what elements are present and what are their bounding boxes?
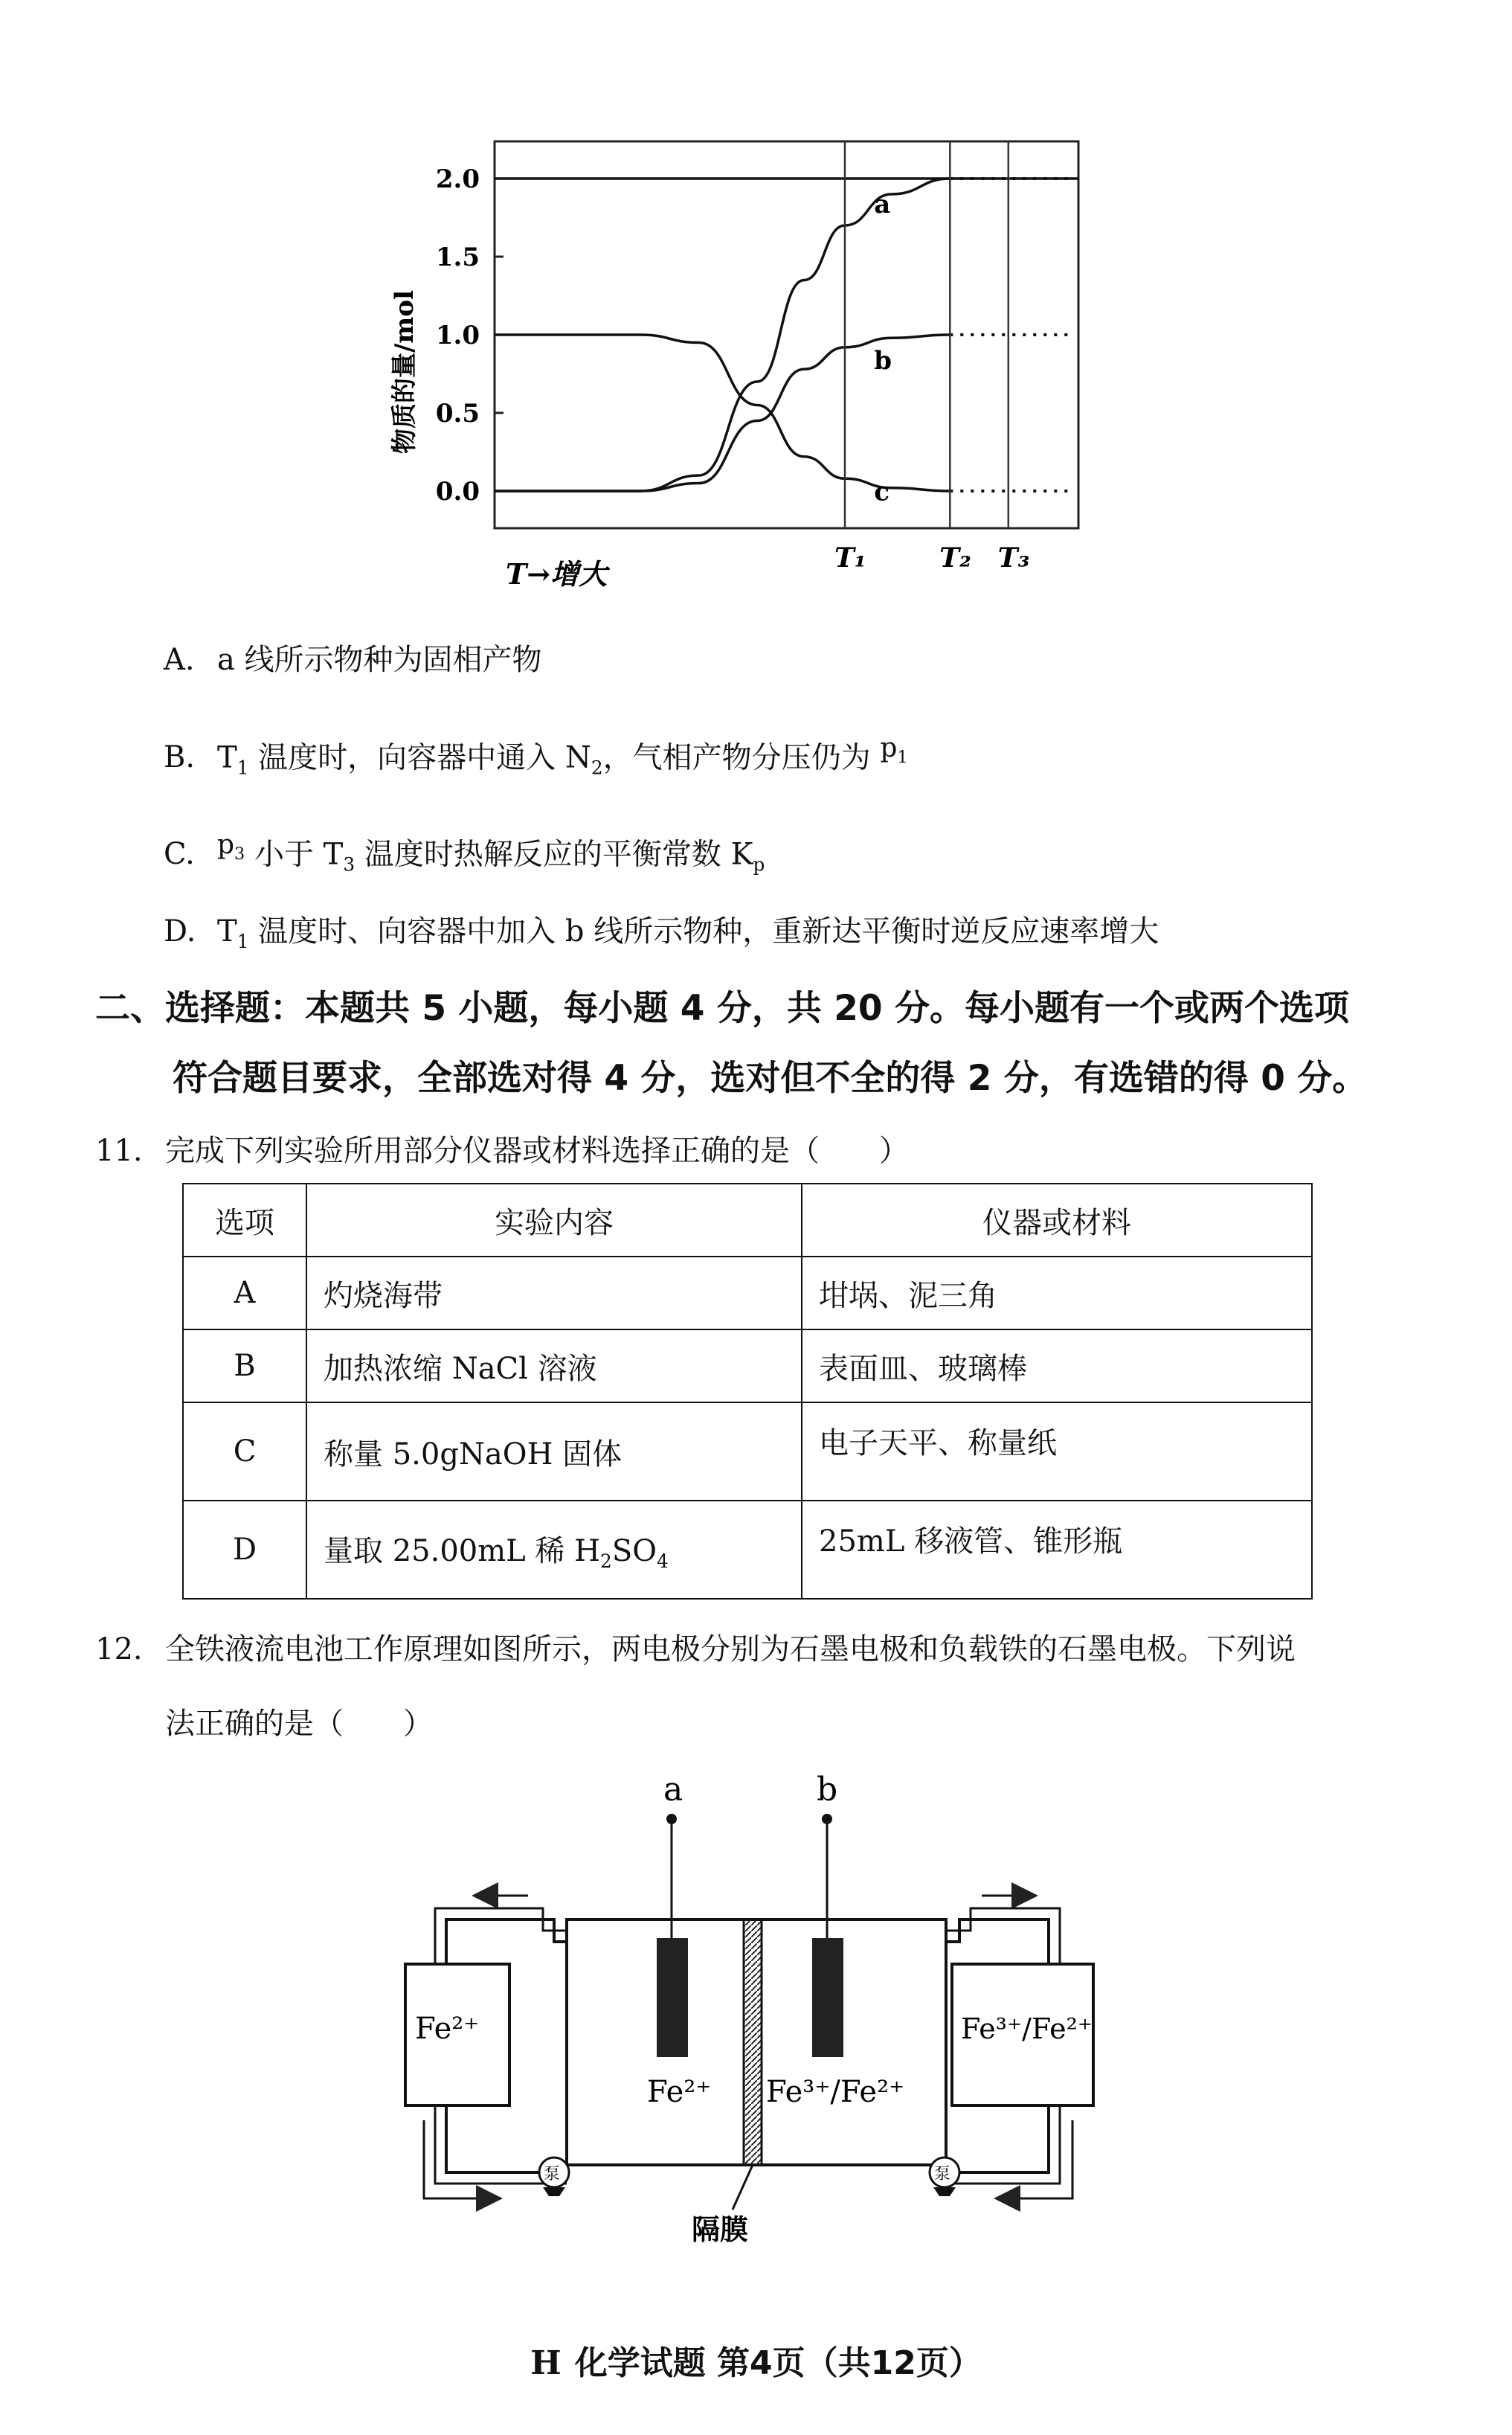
chart-ylabel: 物质的量/mol xyxy=(390,290,419,454)
table-cell: B xyxy=(183,1329,306,1402)
table-row xyxy=(183,1329,1312,1402)
option-a-label: A. xyxy=(164,643,195,677)
table-cell: 灼烧海带 xyxy=(306,1257,802,1329)
table-header: 实验内容 xyxy=(306,1184,802,1257)
table-row xyxy=(183,1257,1312,1329)
cell-text: 量取 25.00mL 稀 H xyxy=(324,1534,601,1568)
left-tank-label: Fe²⁺ xyxy=(415,2012,480,2046)
table-header: 仪器或材料 xyxy=(802,1184,1312,1257)
y-tick-label: 1.5 xyxy=(435,243,480,272)
right-pipe-bottom xyxy=(959,2105,1049,2172)
table-cell: 电子天平、称量纸 xyxy=(802,1402,1312,1501)
option-d-sub1: 1 xyxy=(237,931,249,952)
table-cell: C xyxy=(183,1402,306,1501)
cell-sub: 4 xyxy=(657,1550,669,1572)
battery-diagram xyxy=(394,1771,1101,2262)
chart xyxy=(357,126,1101,617)
option-b-p: p xyxy=(880,733,898,763)
membrane-label: 隔膜 xyxy=(692,2213,749,2246)
table-cell: A xyxy=(183,1257,306,1329)
q12-stem xyxy=(95,1626,1296,1668)
y-tick-label: 2.0 xyxy=(435,164,480,194)
cell-text: SO xyxy=(611,1534,657,1568)
option-a xyxy=(164,636,542,678)
section2-line1: 二、选择题：本题共 5 小题，每小题 4 分，共 20 分。每小题有一个或两个选项 xyxy=(95,988,1349,1029)
y-tick-label: 0.5 xyxy=(435,399,480,429)
q11-text: 完成下列实验所用部分仪器或材料选择正确的是（ ） xyxy=(165,1134,909,1168)
chart-xlabel: T→增大 xyxy=(506,557,608,591)
electrode-a-label: a xyxy=(663,1771,683,1809)
option-b-sub2: 2 xyxy=(591,757,603,779)
table-row xyxy=(183,1402,1312,1501)
option-b-psub: 1 xyxy=(897,748,908,768)
option-d-t: T xyxy=(217,914,237,949)
table-header: 选项 xyxy=(183,1184,306,1257)
curve-label-a: a xyxy=(874,190,891,220)
left-pipe-top xyxy=(446,1919,567,1964)
option-c-psub: 3 xyxy=(234,844,245,864)
right-pipe-top xyxy=(946,1919,1049,1964)
electrode-b xyxy=(812,1938,843,2057)
option-b xyxy=(164,733,908,778)
curve-label-b: b xyxy=(874,346,892,376)
left-cell-label: Fe²⁺ xyxy=(647,2075,712,2109)
marker-label: T₂ xyxy=(939,542,971,574)
table-cell: 25mL 移液管、锥形瓶 xyxy=(802,1501,1312,1599)
right-tank-label: Fe³⁺/Fe²⁺ xyxy=(961,2012,1093,2045)
option-c-mid: 小于 T xyxy=(245,837,344,872)
marker-label: T₃ xyxy=(997,542,1030,574)
table-cell: 表面皿、玻璃棒 xyxy=(802,1329,1312,1402)
option-b-post: ，气相产物分压仍为 xyxy=(602,740,881,775)
option-b-mid: 温度时，向容器中通入 N xyxy=(248,740,591,775)
q12-stem-cont: 法正确的是（ ） xyxy=(165,1707,433,1741)
electrode-a xyxy=(657,1938,688,2057)
left-pipe-bottom xyxy=(446,2105,539,2172)
table-cell xyxy=(306,1501,802,1599)
flow-arrow-icon xyxy=(998,2120,1072,2198)
right-cell-label: Fe³⁺/Fe²⁺ xyxy=(766,2075,905,2109)
left-pipe-top-inner xyxy=(435,1908,567,1964)
table-cell: 坩埚、泥三角 xyxy=(802,1257,1312,1329)
option-c-ksub: p xyxy=(753,853,765,876)
option-c-p: p xyxy=(217,830,235,860)
option-c xyxy=(164,830,765,875)
right-pump-label: 泵 xyxy=(934,2165,951,2184)
option-d-post: 温度时、向容器中加入 b 线所示物种，重新达平衡时逆反应速率增大 xyxy=(248,914,1159,949)
right-pump xyxy=(930,2158,959,2196)
footer-letter: H xyxy=(530,2344,562,2382)
q11-number: 11. xyxy=(95,1134,143,1168)
left-pump-label: 泵 xyxy=(544,2165,561,2184)
option-d xyxy=(164,908,1159,952)
q11-table xyxy=(182,1183,1313,1600)
cell-sub: 2 xyxy=(600,1550,612,1572)
electrode-b-label: b xyxy=(817,1771,838,1809)
right-pipe-top-inner xyxy=(946,1908,1060,1964)
table-cell: 加热浓缩 NaCl 溶液 xyxy=(306,1329,802,1402)
option-c-label: C. xyxy=(164,837,195,872)
marker-label: T₁ xyxy=(834,542,866,574)
section2-line2: 符合题目要求，全部选对得 4 分，选对但不全的得 2 分，有选错的得 0 分。 xyxy=(173,1058,1368,1099)
membrane-pointer xyxy=(733,2165,753,2210)
option-b-label: B. xyxy=(164,740,196,775)
option-c-sub: 3 xyxy=(343,853,356,876)
table-cell: D xyxy=(183,1501,306,1599)
y-tick-label: 0.0 xyxy=(435,477,480,507)
curve-label-c: c xyxy=(874,477,889,507)
table-cell: 称量 5.0gNaOH 固体 xyxy=(306,1402,802,1501)
q12-text: 全铁液流电池工作原理如图所示，两电极分别为石墨电极和负载铁的石墨电极。下列说 xyxy=(165,1632,1296,1666)
option-a-text: a 线所示物种为固相产物 xyxy=(217,643,542,677)
q11-stem xyxy=(95,1127,909,1170)
y-tick-label: 1.0 xyxy=(435,321,480,350)
option-d-label: D. xyxy=(164,914,196,949)
table-row xyxy=(183,1501,1312,1599)
footer-text: 化学试题 第4页（共12页） xyxy=(574,2344,982,2382)
option-b-sub1: 1 xyxy=(237,757,249,779)
option-b-t: T xyxy=(217,740,237,775)
membrane xyxy=(744,1919,762,2165)
left-pump xyxy=(539,2158,569,2196)
page-footer xyxy=(0,2336,1512,2384)
option-c-post: 温度时热解反应的平衡常数 K xyxy=(355,837,753,872)
table-header-row xyxy=(183,1184,1312,1257)
q12-number: 12. xyxy=(95,1632,143,1666)
